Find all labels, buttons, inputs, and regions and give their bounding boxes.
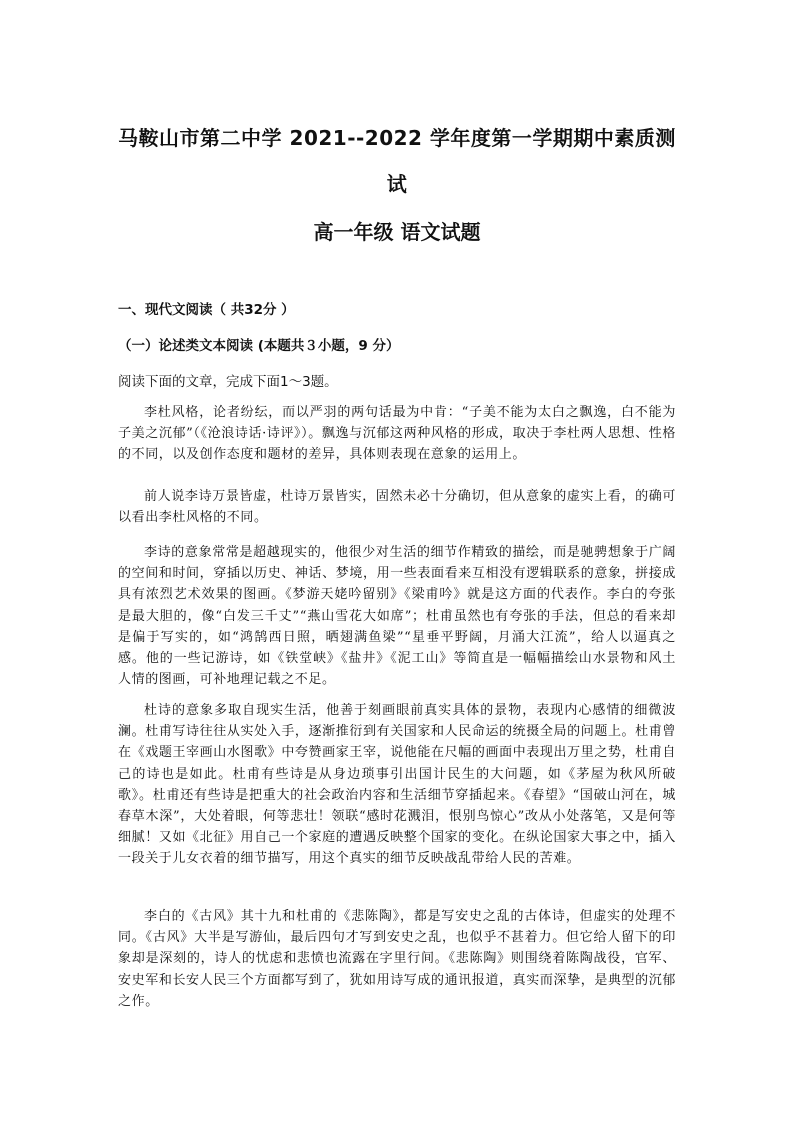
sub-section-heading: （一）论述类文本阅读 (本题共３小题，9 分） — [118, 338, 400, 354]
article-paragraph: 李白的《古风》其十九和杜甫的《悲陈陶》，都是写安史之乱的古体诗，但虚实的处理不同。《古风》大半是写游仙，最后四句才写到安史之乱，也似乎不甚着力。但它给人留下的印象却是深刻的，诗人的忧虑和悲愤也流露在字里行间。《悲陈陶》则围绕着陈陶战役，官军、安史军和长安人民三个方面都写到了，犹如用诗写成的通讯报道，真实而深挚，是典型的沉郁之作。 — [118, 909, 676, 1009]
article-paragraph: 前人说李诗万景皆虚，杜诗万景皆实，固然未必十分确切，但从意象的虚实上看，的确可以看出李杜风格的不同。 — [118, 489, 676, 526]
article-paragraph: 李杜风格，论者纷纭，而以严羽的两句话最为中肯：“子美不能为太白之飘逸，白不能为子美之沉郁”（《沧浪诗话·诗评》）。飘逸与沉郁这两种风格的形成，取决于李杜两人思想、性格的不同，以及创作态度和题材的差异，具体则表现在意象的运用上。 — [118, 405, 676, 463]
section-heading: 一、现代文阅读（ 共32分 ） — [118, 302, 295, 318]
reading-instruction: 阅读下面的文章，完成下面1～3题。 — [118, 374, 338, 390]
article-paragraph: 李诗的意象常常是超越现实的，他很少对生活的细节作精致的描绘，而是驰骋想象于广阔的空间和时间，穿插以历史、神话、梦境，用一些表面看来互相没有逻辑联系的意象，拼接成具有浓烈艺术效果的图画。《梦游天姥吟留别》《梁甫吟》就是这方面的代表作。李白的夸张是最大胆的，像“白发三千丈”“燕山雪花大如席”；杜甫虽然也有夸张的手法，但总的看来却是偏于写实的，如“鸿鹄西日照，晒翅满鱼梁”“星垂平野阔，月涌大江流”，给人以逼真之感。他的一些记游诗，如《铁堂峡》《盐井》《泥工山》等简直是一幅幅描绘山水景物和风土人情的图画，可补地理记载之不足。 — [118, 545, 676, 688]
exam-title-continued: 试 — [386, 172, 408, 196]
exam-title: 马鞍山市第二中学 2021--2022 学年度第一学期期中素质测 — [118, 126, 676, 150]
article-paragraph: 杜诗的意象多取自现实生活，他善于刻画眼前真实具体的景物，表现内心感情的细微波澜。杜甫写诗往往从实处入手，逐渐推衍到有关国家和人民命运的统摄全局的问题上。杜甫曾在《戏题王宰画山水图歌》中夸赞画家王宰，说他能在尺幅的画面中表现出万里之势，杜甫自己的诗也是如此。杜甫有些诗是从身边琐事引出国计民生的大问题，如《茅屋为秋风所破歌》。杜甫还有些诗是把重大的社会政治内容和生活细节穿插起来。《春望》“国破山河在，城春草木深”，大处着眼，何等悲壮！领联“感时花溅泪，恨别鸟惊心”改从小处落笔，又是何等细腻！又如《北征》用自己一个家庭的遭遇反映整个国家的变化。在纵论国家大事之中，插入一段关于儿女衣着的细节描写，用这个真实的细节反映战乱带给人民的苦难。 — [118, 703, 676, 867]
exam-subtitle: 高一年级 语文试题 — [313, 220, 481, 244]
